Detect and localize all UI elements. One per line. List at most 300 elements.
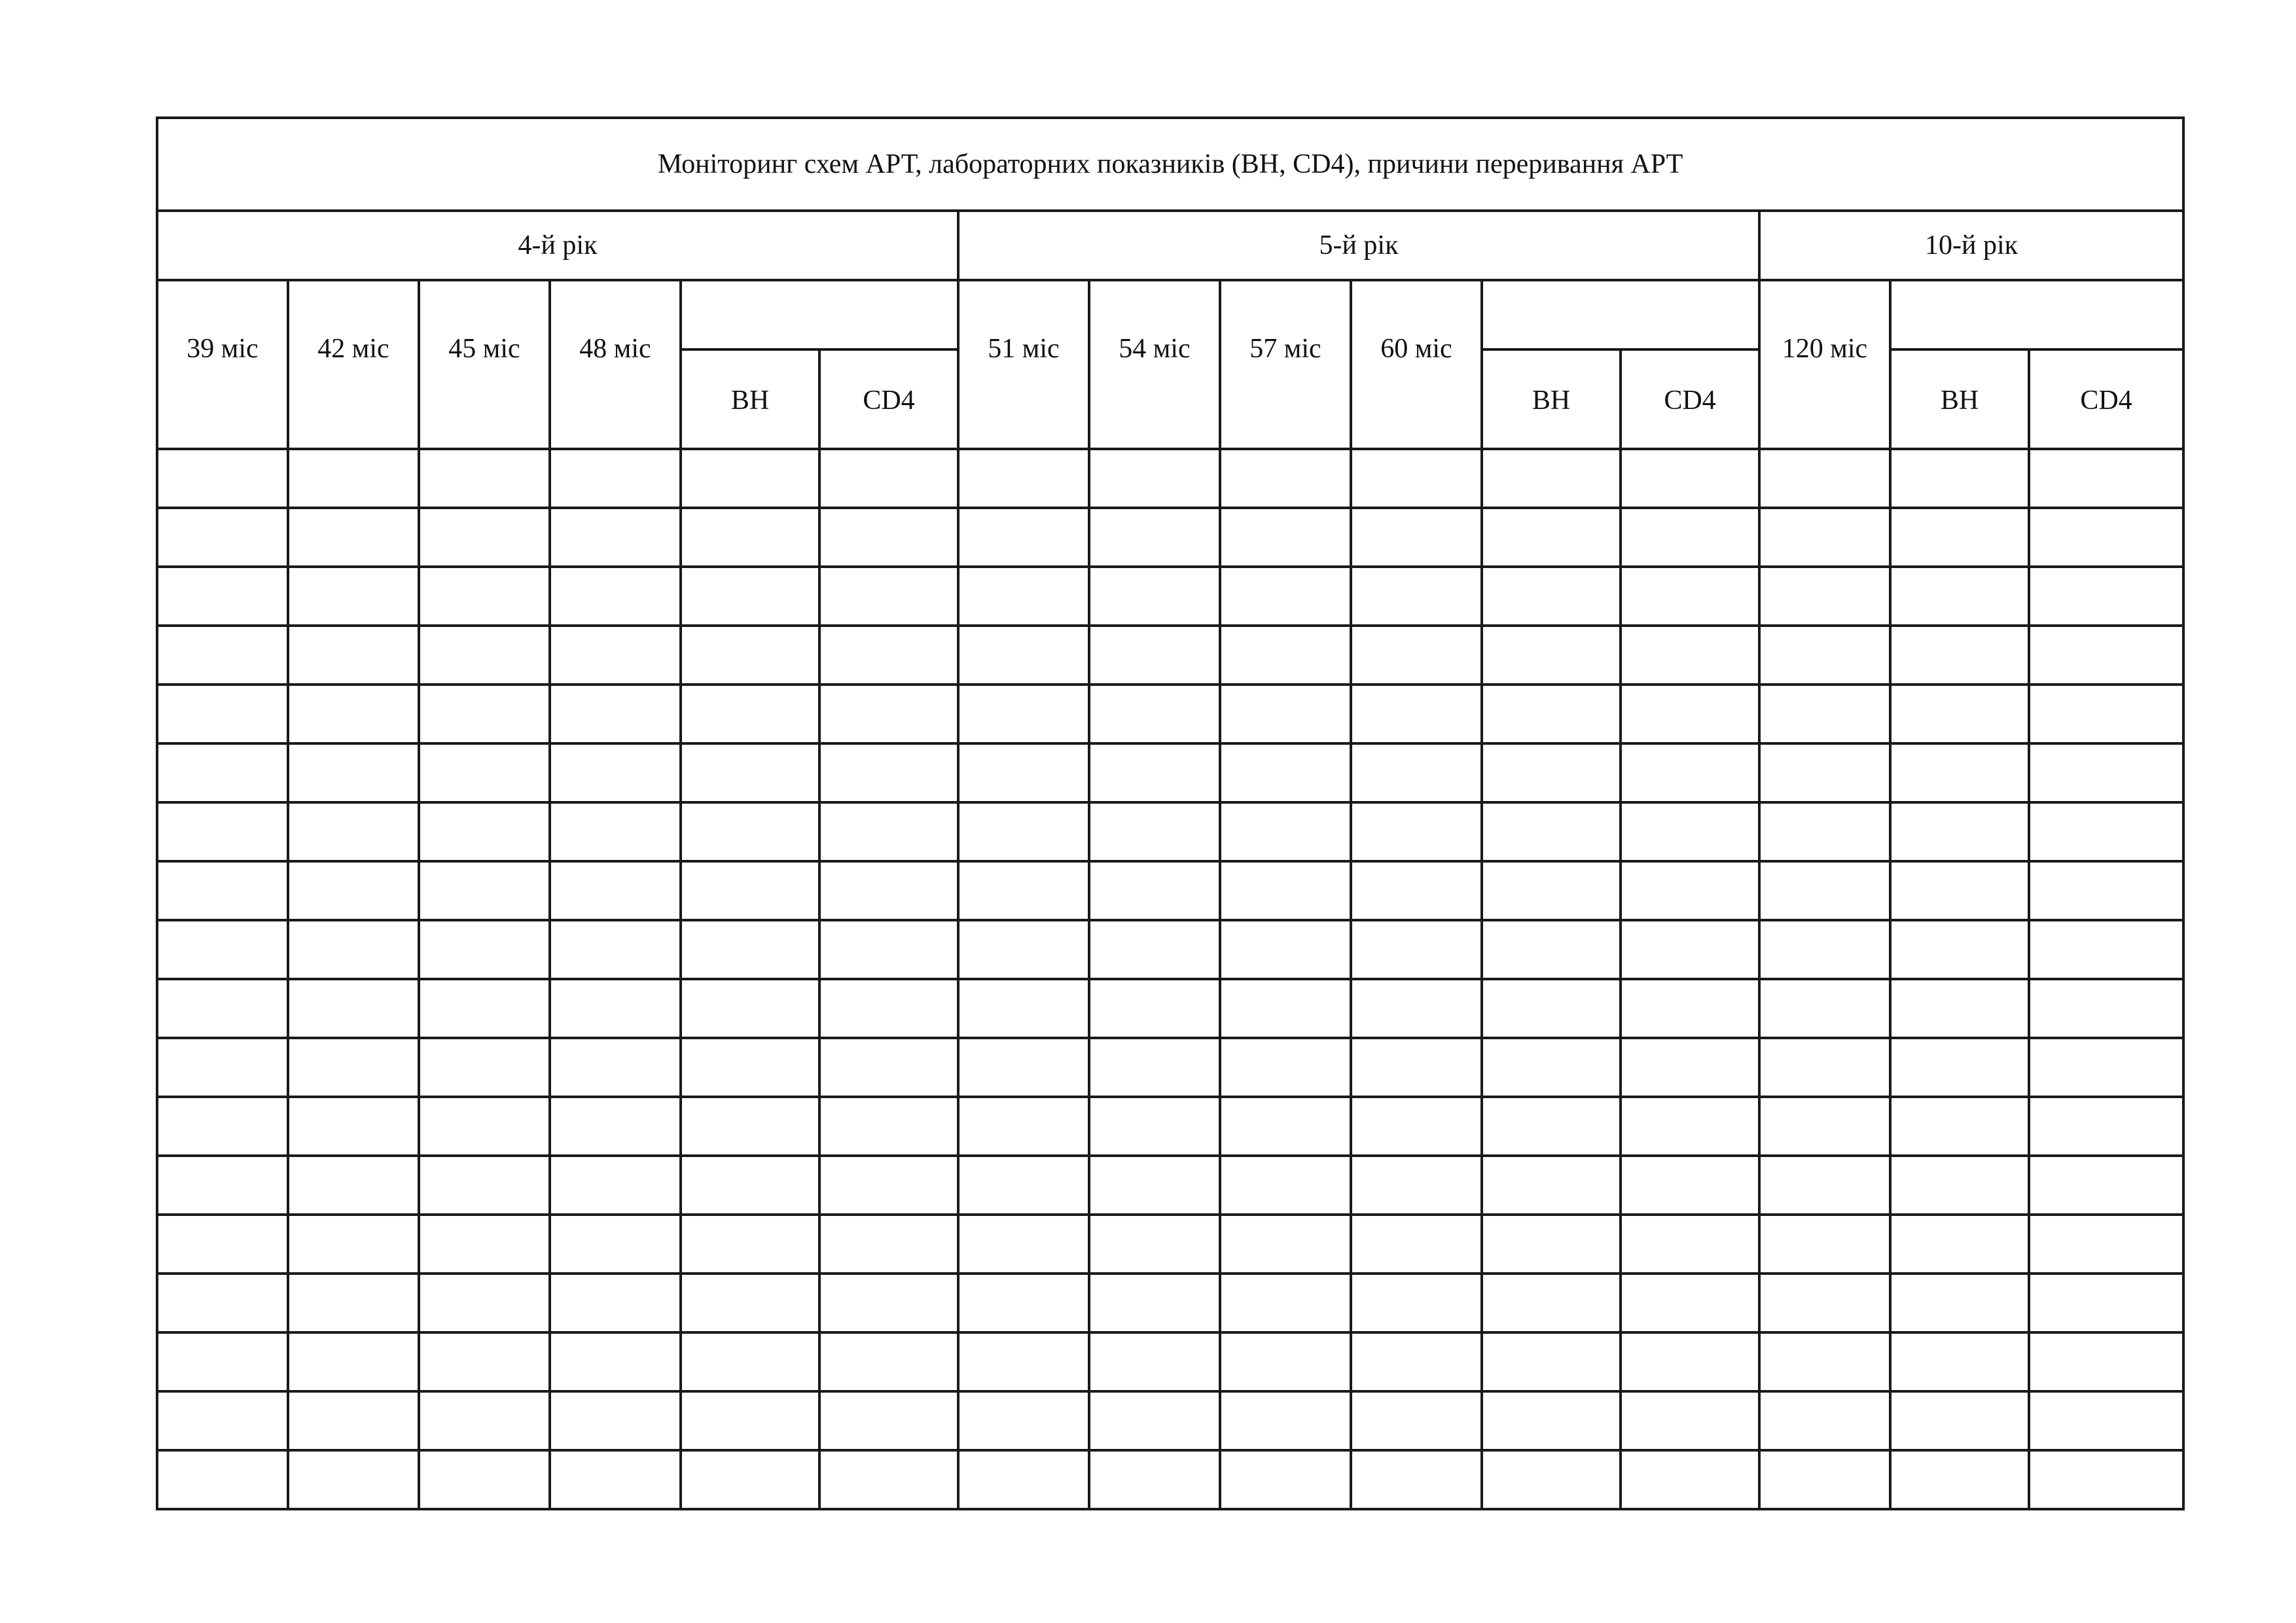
entry-cell[interactable]	[550, 920, 681, 979]
entry-cell[interactable]	[1621, 1450, 1759, 1509]
entry-cell[interactable]	[1890, 743, 2029, 802]
entry-cell[interactable]	[1482, 861, 1621, 920]
entry-cell[interactable]	[681, 567, 819, 626]
entry-cell[interactable]	[2029, 449, 2183, 508]
entry-cell[interactable]	[1089, 1391, 1220, 1450]
entry-cell[interactable]	[819, 685, 958, 743]
entry-cell[interactable]	[819, 920, 958, 979]
entry-cell[interactable]	[1890, 449, 2029, 508]
entry-cell[interactable]	[681, 1391, 819, 1450]
entry-cell[interactable]	[157, 1215, 288, 1274]
entry-cell[interactable]	[1482, 743, 1621, 802]
entry-cell[interactable]	[958, 508, 1089, 567]
entry-cell[interactable]	[819, 1038, 958, 1097]
entry-cell[interactable]	[550, 508, 681, 567]
entry-cell[interactable]	[550, 1038, 681, 1097]
entry-cell[interactable]	[1759, 802, 1890, 861]
entry-cell[interactable]	[1220, 802, 1351, 861]
entry-cell[interactable]	[550, 1274, 681, 1332]
entry-cell[interactable]	[1890, 685, 2029, 743]
entry-cell[interactable]	[1351, 626, 1482, 685]
entry-cell[interactable]	[1089, 743, 1220, 802]
entry-cell[interactable]	[819, 449, 958, 508]
table-row	[157, 1097, 2183, 1156]
entry-cell[interactable]	[2029, 1274, 2183, 1332]
entry-cell[interactable]	[1482, 685, 1621, 743]
entry-cell[interactable]	[1351, 1215, 1482, 1274]
table-row	[157, 508, 2183, 567]
entry-cell[interactable]	[681, 861, 819, 920]
entry-cell[interactable]	[550, 1156, 681, 1215]
entry-cell[interactable]	[288, 979, 419, 1038]
entry-cell[interactable]	[157, 567, 288, 626]
entry-cell[interactable]	[1759, 449, 1890, 508]
entry-cell[interactable]	[2029, 1450, 2183, 1509]
entry-cell[interactable]	[958, 1274, 1089, 1332]
year-5-vn-header: ВН	[1482, 349, 1621, 449]
entry-cell[interactable]	[1759, 1097, 1890, 1156]
entry-cell[interactable]	[2029, 1391, 2183, 1450]
entry-cell[interactable]	[1351, 567, 1482, 626]
entry-cell[interactable]	[2029, 567, 2183, 626]
entry-cell[interactable]	[1759, 920, 1890, 979]
year-5-lab-group-header	[1482, 280, 1759, 349]
entry-cell[interactable]	[958, 567, 1089, 626]
entry-cell[interactable]	[550, 567, 681, 626]
entry-cell[interactable]	[819, 1450, 958, 1509]
entry-cell[interactable]	[681, 685, 819, 743]
entry-cell[interactable]	[1351, 802, 1482, 861]
entry-cell[interactable]	[288, 685, 419, 743]
entry-cell[interactable]	[1759, 1156, 1890, 1215]
entry-cell[interactable]	[1621, 861, 1759, 920]
entry-cell[interactable]	[1759, 626, 1890, 685]
entry-cell[interactable]	[419, 861, 550, 920]
entry-cell[interactable]	[1220, 1391, 1351, 1450]
entry-cell[interactable]	[288, 508, 419, 567]
entry-cell[interactable]	[2029, 802, 2183, 861]
entry-cell[interactable]	[1621, 1156, 1759, 1215]
entry-cell[interactable]	[1089, 1156, 1220, 1215]
entry-cell[interactable]	[2029, 626, 2183, 685]
entry-cell[interactable]	[1890, 626, 2029, 685]
entry-cell[interactable]	[2029, 979, 2183, 1038]
entry-cell[interactable]	[1890, 920, 2029, 979]
entry-cell[interactable]	[1621, 802, 1759, 861]
entry-cell[interactable]	[1089, 626, 1220, 685]
entry-cell[interactable]	[1089, 979, 1220, 1038]
entry-cell[interactable]	[1351, 1097, 1482, 1156]
entry-cell[interactable]	[1482, 1391, 1621, 1450]
entry-cell[interactable]	[1621, 567, 1759, 626]
entry-cell[interactable]	[1482, 1215, 1621, 1274]
entry-cell[interactable]	[550, 861, 681, 920]
entry-cell[interactable]	[550, 449, 681, 508]
entry-cell[interactable]	[681, 1332, 819, 1391]
entry-cell[interactable]	[819, 1332, 958, 1391]
entry-cell[interactable]	[157, 861, 288, 920]
entry-cell[interactable]	[419, 979, 550, 1038]
entry-cell[interactable]	[1621, 1215, 1759, 1274]
entry-cell[interactable]	[550, 1450, 681, 1509]
entry-cell[interactable]	[1089, 861, 1220, 920]
entry-cell[interactable]	[1621, 1391, 1759, 1450]
entry-cell[interactable]	[1351, 1038, 1482, 1097]
entry-cell[interactable]	[288, 1274, 419, 1332]
entry-cell[interactable]	[1759, 1215, 1890, 1274]
table-row	[157, 1332, 2183, 1391]
entry-cell[interactable]	[1759, 1332, 1890, 1391]
entry-cell[interactable]	[1621, 1274, 1759, 1332]
entry-cell[interactable]	[2029, 920, 2183, 979]
entry-cell[interactable]	[2029, 1215, 2183, 1274]
entry-cell[interactable]	[1089, 508, 1220, 567]
entry-cell[interactable]	[1890, 1391, 2029, 1450]
entry-cell[interactable]	[1482, 1097, 1621, 1156]
entry-cell[interactable]	[1089, 449, 1220, 508]
year-5-cd4-header: CD4	[1621, 349, 1759, 449]
entry-cell[interactable]	[288, 626, 419, 685]
entry-cell[interactable]	[681, 979, 819, 1038]
entry-cell[interactable]	[958, 802, 1089, 861]
entry-cell[interactable]	[1089, 802, 1220, 861]
entry-cell[interactable]	[419, 508, 550, 567]
entry-cell[interactable]	[1621, 508, 1759, 567]
entry-cell[interactable]	[157, 626, 288, 685]
entry-cell[interactable]	[958, 979, 1089, 1038]
table-row	[157, 626, 2183, 685]
table-title: Моніторинг схем АРТ, лабораторних показників (ВН, CD4), причини переривання АРТ	[157, 118, 2183, 211]
entry-cell[interactable]	[1890, 508, 2029, 567]
entry-cell[interactable]	[1482, 449, 1621, 508]
entry-cell[interactable]	[1220, 1332, 1351, 1391]
entry-cell[interactable]	[1890, 567, 2029, 626]
entry-cell[interactable]	[288, 743, 419, 802]
table-row	[157, 861, 2183, 920]
entry-cell[interactable]	[157, 743, 288, 802]
entry-cell[interactable]	[157, 1038, 288, 1097]
entry-cell[interactable]	[550, 802, 681, 861]
month-57-header: 57 міс	[1220, 280, 1351, 449]
month-39-header: 39 міс	[157, 280, 288, 449]
entry-cell[interactable]	[1890, 1274, 2029, 1332]
entry-cell[interactable]	[1482, 1274, 1621, 1332]
entry-cell[interactable]	[681, 1215, 819, 1274]
entry-cell[interactable]	[1890, 1097, 2029, 1156]
entry-cell[interactable]	[1621, 743, 1759, 802]
entry-cell[interactable]	[288, 567, 419, 626]
entry-cell[interactable]	[681, 802, 819, 861]
art-monitoring-table	[156, 116, 2185, 1510]
entry-cell[interactable]	[1621, 979, 1759, 1038]
year-10-vn-header: ВН	[1890, 349, 2029, 449]
entry-cell[interactable]	[819, 1274, 958, 1332]
entry-cell[interactable]	[958, 1156, 1089, 1215]
entry-cell[interactable]	[681, 1274, 819, 1332]
entry-cell[interactable]	[1220, 1274, 1351, 1332]
entry-cell[interactable]	[819, 1156, 958, 1215]
entry-cell[interactable]	[1351, 1332, 1482, 1391]
entry-cell[interactable]	[288, 1156, 419, 1215]
entry-cell[interactable]	[1482, 1156, 1621, 1215]
entry-cell[interactable]	[419, 1450, 550, 1509]
entry-cell[interactable]	[157, 1156, 288, 1215]
entry-cell[interactable]	[681, 920, 819, 979]
entry-cell[interactable]	[419, 802, 550, 861]
entry-cell[interactable]	[1089, 1274, 1220, 1332]
entry-cell[interactable]	[1351, 861, 1482, 920]
entry-cell[interactable]	[1220, 1450, 1351, 1509]
entry-cell[interactable]	[2029, 508, 2183, 567]
entry-cell[interactable]	[1759, 1274, 1890, 1332]
entry-cell[interactable]	[157, 1391, 288, 1450]
entry-cell[interactable]	[419, 1391, 550, 1450]
entry-cell[interactable]	[1482, 508, 1621, 567]
entry-cell[interactable]	[419, 1332, 550, 1391]
entry-cell[interactable]	[1351, 920, 1482, 979]
entry-cell[interactable]	[1759, 1450, 1890, 1509]
entry-cell[interactable]	[1089, 567, 1220, 626]
entry-cell[interactable]	[681, 508, 819, 567]
entry-cell[interactable]	[288, 1332, 419, 1391]
entry-cell[interactable]	[419, 1274, 550, 1332]
entry-cell[interactable]	[550, 1097, 681, 1156]
year-10-cd4-header: CD4	[2029, 349, 2183, 449]
entry-cell[interactable]	[819, 508, 958, 567]
entry-cell[interactable]	[1890, 1156, 2029, 1215]
entry-cell[interactable]	[1482, 1450, 1621, 1509]
year-10-lab-group-header	[1890, 280, 2183, 349]
entry-cell[interactable]	[819, 743, 958, 802]
entry-cell[interactable]	[958, 1332, 1089, 1391]
entry-cell[interactable]	[288, 1391, 419, 1450]
entry-cell[interactable]	[681, 449, 819, 508]
entry-cell[interactable]	[1621, 449, 1759, 508]
entry-cell[interactable]	[2029, 685, 2183, 743]
entry-cell[interactable]	[681, 1156, 819, 1215]
entry-cell[interactable]	[419, 1038, 550, 1097]
table-row	[157, 685, 2183, 743]
entry-cell[interactable]	[288, 449, 419, 508]
table-row	[157, 802, 2183, 861]
year-4-header: 4-й рік	[157, 211, 958, 280]
entry-cell[interactable]	[1220, 1215, 1351, 1274]
entry-cell[interactable]	[1890, 1450, 2029, 1509]
entry-cell[interactable]	[1759, 567, 1890, 626]
entry-cell[interactable]	[819, 1391, 958, 1450]
entry-cell[interactable]	[550, 979, 681, 1038]
entry-cell[interactable]	[1621, 1038, 1759, 1097]
entry-cell[interactable]	[681, 743, 819, 802]
entry-cell[interactable]	[419, 449, 550, 508]
entry-cell[interactable]	[1482, 626, 1621, 685]
entry-cell[interactable]	[157, 1097, 288, 1156]
entry-cell[interactable]	[1351, 685, 1482, 743]
table-row	[157, 1391, 2183, 1450]
entry-cell[interactable]	[288, 861, 419, 920]
entry-cell[interactable]	[1351, 743, 1482, 802]
entry-cell[interactable]	[2029, 861, 2183, 920]
table-row	[157, 449, 2183, 508]
entry-cell[interactable]	[419, 920, 550, 979]
entry-cell[interactable]	[1621, 626, 1759, 685]
entry-cell[interactable]	[1621, 920, 1759, 979]
entry-cell[interactable]	[1351, 508, 1482, 567]
entry-cell[interactable]	[157, 1332, 288, 1391]
entry-cell[interactable]	[419, 567, 550, 626]
entry-cell[interactable]	[958, 1097, 1089, 1156]
entry-cell[interactable]	[819, 567, 958, 626]
entry-cell[interactable]	[1482, 920, 1621, 979]
entry-cell[interactable]	[1220, 567, 1351, 626]
entry-cell[interactable]	[1089, 920, 1220, 979]
entry-cell[interactable]	[419, 1156, 550, 1215]
entry-cell[interactable]	[1759, 1038, 1890, 1097]
entry-cell[interactable]	[1482, 1332, 1621, 1391]
entry-cell[interactable]	[819, 802, 958, 861]
entry-cell[interactable]	[1089, 1332, 1220, 1391]
entry-cell[interactable]	[1089, 1038, 1220, 1097]
entry-cell[interactable]	[1759, 743, 1890, 802]
entry-cell[interactable]	[157, 449, 288, 508]
entry-cell[interactable]	[1759, 508, 1890, 567]
entry-cell[interactable]	[157, 979, 288, 1038]
entry-cell[interactable]	[157, 1274, 288, 1332]
entry-cell[interactable]	[1089, 1450, 1220, 1509]
table-row	[157, 1274, 2183, 1332]
entry-cell[interactable]	[958, 1038, 1089, 1097]
entry-cell[interactable]	[157, 685, 288, 743]
entry-cell[interactable]	[1220, 449, 1351, 508]
entry-cell[interactable]	[1890, 1038, 2029, 1097]
entry-cell[interactable]	[681, 1038, 819, 1097]
entry-cell[interactable]	[1220, 861, 1351, 920]
entry-cell[interactable]	[1759, 685, 1890, 743]
entry-cell[interactable]	[550, 626, 681, 685]
entry-cell[interactable]	[958, 743, 1089, 802]
table-row	[157, 1156, 2183, 1215]
entry-cell[interactable]	[2029, 1038, 2183, 1097]
entry-cell[interactable]	[1220, 626, 1351, 685]
entry-cell[interactable]	[1089, 1097, 1220, 1156]
month-60-header: 60 міс	[1351, 280, 1482, 449]
entry-cell[interactable]	[1351, 449, 1482, 508]
entry-cell[interactable]	[958, 861, 1089, 920]
entry-cell[interactable]	[288, 920, 419, 979]
entry-cell[interactable]	[958, 449, 1089, 508]
year-10-header: 10-й рік	[1759, 211, 2183, 280]
entry-cell[interactable]	[1482, 1038, 1621, 1097]
table-row	[157, 567, 2183, 626]
entry-cell[interactable]	[2029, 1097, 2183, 1156]
entry-cell[interactable]	[1220, 1097, 1351, 1156]
entry-cell[interactable]	[157, 1450, 288, 1509]
entry-cell[interactable]	[819, 1215, 958, 1274]
entry-cell[interactable]	[1759, 979, 1890, 1038]
entry-cell[interactable]	[1890, 979, 2029, 1038]
entry-cell[interactable]	[1220, 920, 1351, 979]
entry-cell[interactable]	[2029, 1156, 2183, 1215]
entry-cell[interactable]	[1890, 861, 2029, 920]
entry-cell[interactable]	[1482, 567, 1621, 626]
entry-cell[interactable]	[288, 1038, 419, 1097]
entry-cell[interactable]	[1220, 743, 1351, 802]
month-48-header: 48 міс	[550, 280, 681, 449]
entry-cell[interactable]	[419, 1097, 550, 1156]
entry-cell[interactable]	[1220, 979, 1351, 1038]
entry-cell[interactable]	[1482, 802, 1621, 861]
entry-cell[interactable]	[419, 626, 550, 685]
entry-cell[interactable]	[1351, 1156, 1482, 1215]
entry-cell[interactable]	[550, 685, 681, 743]
entry-cell[interactable]	[681, 626, 819, 685]
entry-cell[interactable]	[1759, 861, 1890, 920]
entry-cell[interactable]	[1089, 1215, 1220, 1274]
entry-cell[interactable]	[419, 743, 550, 802]
entry-cell[interactable]	[288, 1215, 419, 1274]
entry-cell[interactable]	[2029, 743, 2183, 802]
table-row	[157, 1215, 2183, 1274]
entry-cell[interactable]	[288, 1450, 419, 1509]
entry-cell[interactable]	[1220, 685, 1351, 743]
entry-cell[interactable]	[419, 1215, 550, 1274]
entry-cell[interactable]	[1621, 1332, 1759, 1391]
entry-cell[interactable]	[1351, 1450, 1482, 1509]
entry-cell[interactable]	[819, 861, 958, 920]
entry-cell[interactable]	[681, 1450, 819, 1509]
entry-cell[interactable]	[550, 1215, 681, 1274]
entry-cell[interactable]	[1351, 1274, 1482, 1332]
entry-cell[interactable]	[958, 1391, 1089, 1450]
entry-cell[interactable]	[1621, 685, 1759, 743]
table-row	[157, 920, 2183, 979]
entry-cell[interactable]	[1890, 1332, 2029, 1391]
entry-cell[interactable]	[2029, 1332, 2183, 1391]
entry-cell[interactable]	[550, 743, 681, 802]
entry-cell[interactable]	[550, 1391, 681, 1450]
entry-cell[interactable]	[550, 1332, 681, 1391]
entry-cell[interactable]	[1351, 979, 1482, 1038]
entry-cell[interactable]	[288, 1097, 419, 1156]
entry-cell[interactable]	[958, 685, 1089, 743]
entry-cell[interactable]	[1890, 1215, 2029, 1274]
entry-cell[interactable]	[1089, 685, 1220, 743]
entry-cell[interactable]	[157, 920, 288, 979]
entry-cell[interactable]	[681, 1097, 819, 1156]
entry-cell[interactable]	[1220, 508, 1351, 567]
entry-cell[interactable]	[1351, 1391, 1482, 1450]
month-42-header: 42 міс	[288, 280, 419, 449]
entry-cell[interactable]	[1890, 802, 2029, 861]
entry-cell[interactable]	[819, 979, 958, 1038]
entry-cell[interactable]	[1482, 979, 1621, 1038]
entry-cell[interactable]	[958, 1215, 1089, 1274]
entry-cell[interactable]	[1759, 1391, 1890, 1450]
entry-cell[interactable]	[1220, 1156, 1351, 1215]
entry-cell[interactable]	[288, 802, 419, 861]
entry-cell[interactable]	[1621, 1097, 1759, 1156]
entry-cell[interactable]	[157, 802, 288, 861]
form-sheet	[156, 116, 2182, 1510]
entry-cell[interactable]	[819, 1097, 958, 1156]
entry-cell[interactable]	[157, 508, 288, 567]
entry-cell[interactable]	[958, 626, 1089, 685]
entry-cell[interactable]	[958, 920, 1089, 979]
entry-cell[interactable]	[819, 626, 958, 685]
entry-cell[interactable]	[419, 685, 550, 743]
entry-cell[interactable]	[1220, 1038, 1351, 1097]
entry-cell[interactable]	[958, 1450, 1089, 1509]
